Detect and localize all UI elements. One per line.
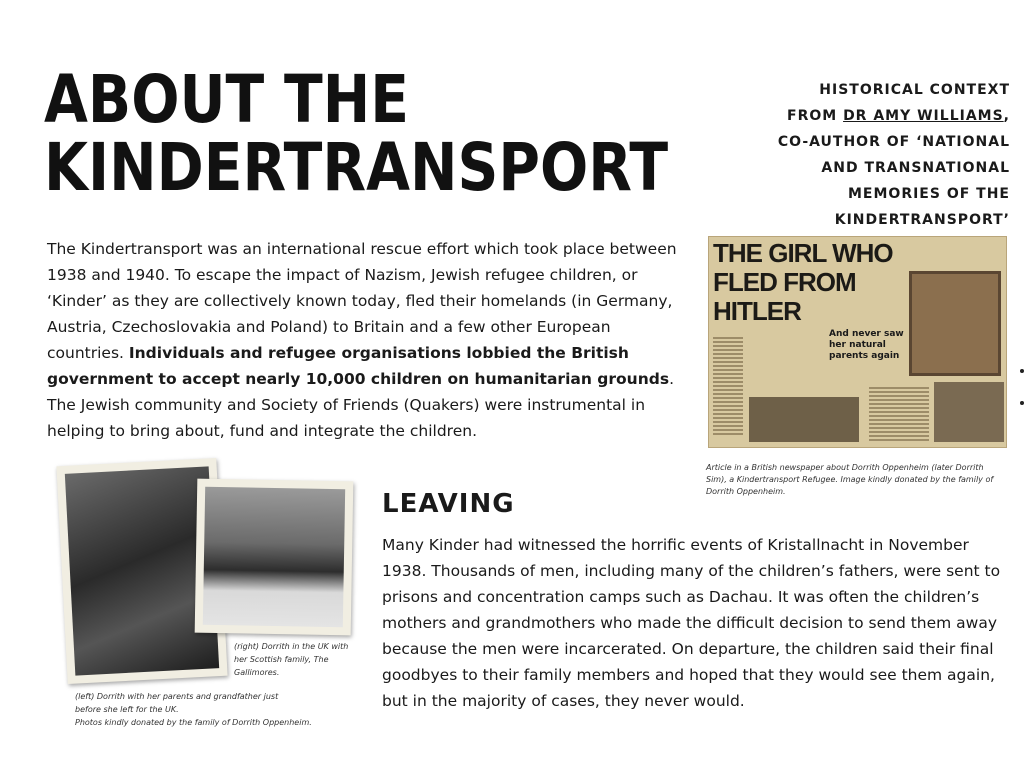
intro-text-end: . The Jewish community and Society of Friends (Quakers) were instrumental in helping to bring about, fund and integrate the children. [47,370,674,440]
leaving-heading: LEAVING [382,489,515,519]
headline-line: FLED FROM [713,267,856,297]
title-line-1: ABOUT THE [44,61,410,138]
photo-credit: Photos kindly donated by the family of Dorrith Oppenheim. [75,718,312,727]
context-suffix: , CO-AUTHOR OF ‘NATIONAL AND TRANSNATIONAL MEMORIES OF THE KINDERTRANSPORT’ [777,108,1010,228]
newspaper-subhead: And never saw her natural parents again [829,329,904,361]
newspaper-photo-small [934,382,1004,442]
newspaper-image [708,236,1007,448]
headline-line: HITLER [713,296,801,326]
left-caption-text: (left) Dorrith with her parents and grandfather just before she left for the UK. [75,692,279,714]
context-prefix: HISTORICAL CONTEXT FROM [787,82,1010,124]
right-photo-caption: (right) Dorrith in the UK with her Scottish family, The Gallimores. [234,642,349,677]
newspaper-photo [909,271,1001,376]
family-photo-right [195,479,354,636]
carousel-next-icon[interactable] [1020,401,1024,405]
leaving-paragraph: Many Kinder had witnessed the horrific events of Kristallnacht in November 1938. Thousands of men, including many of the children’s fathers, were sent to prisons and concentration camps such as Dachau. It was often the children’s mothers and grandmothers who made the difficult decision to send them away because the men were incarcerated. On departure, the children said their final goodbyes to their family members and hoped that they would see them again, but in the majority of cases, they never would. [382,536,1001,710]
historical-context-credit [765,77,1010,233]
newspaper-column [869,387,929,442]
newspaper-caption: Article in a British newspaper about Dorrith Oppenheim (later Dorrith Sim), a Kindertransport Refugee. Image kindly donated by the family of Dorrith Oppenheim. [706,463,994,496]
page-title [44,61,669,206]
newspaper-headline [713,239,893,326]
newspaper-column [713,337,743,437]
headline-line: THE GIRL WHO [713,238,893,268]
intro-paragraph [47,236,692,444]
title-line-2: KINDERTRANSPORT [44,129,669,206]
carousel-prev-icon[interactable] [1020,369,1024,373]
author-link[interactable]: DR AMY WILLIAMS [843,108,1004,124]
newspaper-photo-small [749,397,859,442]
intro-text: The Kindertransport was an international rescue effort which took place between 1938 and 1940. To escape the impact of Nazism, Jewish refugee children, or ‘Kinder’ as they are collectively known today, fled their homelands (in Germany, Austria, Czechoslovakia and Poland) to Britain and a few other European countries. [47,240,677,362]
left-photo-caption [75,690,375,729]
intro-bold-text: Individuals and refugee organisations lobbied the British government to accept nearly 10,000 children on humanitarian grounds [47,344,670,388]
